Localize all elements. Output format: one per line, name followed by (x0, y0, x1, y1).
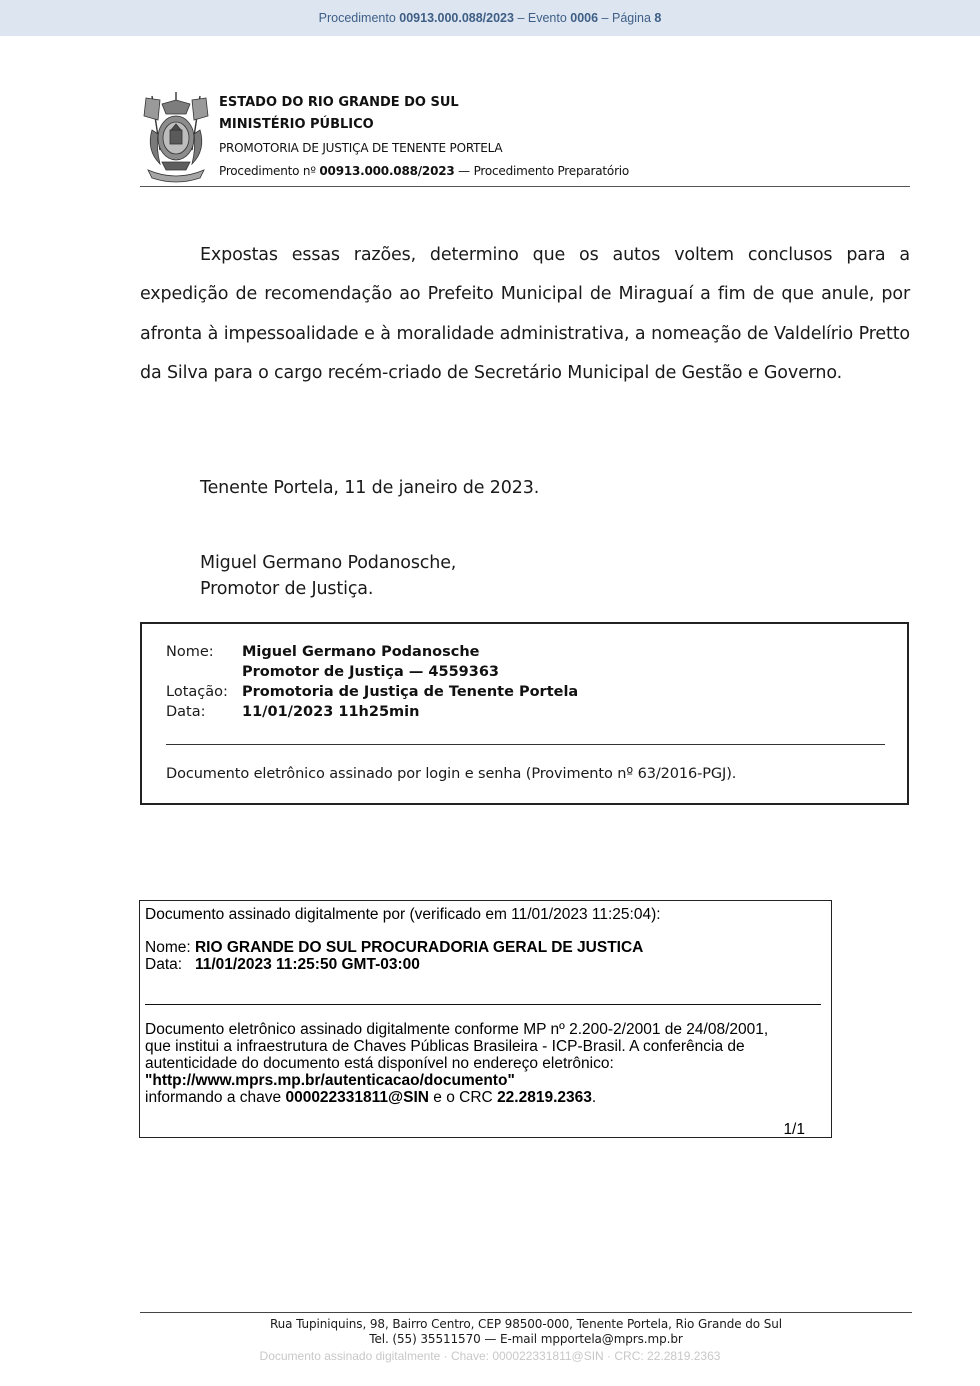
banner-sep-pagina: – Página (598, 11, 655, 25)
name-label: Nome: (166, 644, 214, 660)
procedure-prefix: Procedimento nº (219, 164, 320, 178)
letterhead-ministry: MINISTÉRIO PÚBLICO (219, 117, 374, 132)
date-value: 11/01/2023 11h25min (242, 704, 420, 720)
verification-key-line (145, 1089, 596, 1106)
name-value: Miguel Germano Podanosche (242, 644, 480, 660)
footer-divider (140, 1312, 912, 1313)
signature-page-count: 1/1 (783, 1121, 805, 1138)
digital-date-row (145, 956, 420, 973)
signer-name: Miguel Germano Podanosche, (200, 553, 457, 573)
digital-signature-heading: Documento assinado digitalmente por (verificado em 11/01/2023 11:25:04): (145, 906, 661, 923)
banner-sep-evento: – Evento (513, 11, 571, 25)
key-prefix: informando a chave (145, 1089, 286, 1106)
lotacao-label: Lotação: (166, 684, 228, 700)
letterhead (219, 93, 629, 183)
state-coat-of-arms-icon (140, 90, 212, 186)
crc-prefix: e o CRC (429, 1089, 498, 1106)
banner-procedimento-number: 00913.000.088/2023 (399, 11, 514, 25)
signer-title: Promotor de Justiça. (200, 579, 374, 599)
signature-block (200, 550, 456, 602)
lotacao-value: Promotoria de Justiça de Tenente Portela (242, 684, 579, 700)
role-value: Promotor de Justiça — 4559363 (242, 664, 500, 680)
procedure-type: — Procedimento Preparatório (454, 164, 630, 178)
crc-code: 22.2819.2363 (497, 1089, 592, 1106)
letterhead-procedure (219, 160, 629, 183)
place-and-date: Tenente Portela, 11 de janeiro de 2023. (200, 478, 540, 498)
letterhead-state: ESTADO DO RIO GRANDE DO SUL (219, 95, 459, 110)
date-label: Data: (166, 704, 206, 720)
decision-paragraph: Expostas essas razões, determino que os autos voltem conclusos para a expedição de recomendação ao Prefeito Municipal de Miraguaí a fim de que anule, por afronta à impessoalidade e à moralidade administrativa, a nomeação de Valdelírio Pretto da Silva para o cargo recém-criado de Secretário Municipal de Gestão e Governo. (140, 245, 910, 383)
digital-text-line-1: Documento eletrônico assinado digitalmente conforme MP nº 2.200-2/2001 de 24/08/2001, (145, 1021, 769, 1038)
authentication-url-text: "http://www.mprs.mp.br/autenticacao/documento" (145, 1072, 515, 1089)
authentication-url (145, 1072, 515, 1089)
login-signature-note: Documento eletrônico assinado por login e senha (Provimento nº 63/2016-PGJ). (166, 766, 737, 782)
footer-contact: Tel. (55) 35511570 — E-mail mpportela@mprs.mp.br (369, 1332, 683, 1346)
digital-name-label: Nome: (145, 939, 195, 956)
crc-suffix: . (591, 1089, 597, 1106)
signature-box-divider (166, 744, 885, 745)
electronic-signature-box (140, 622, 909, 805)
verification-key: 000022331811@SIN (285, 1089, 429, 1106)
digital-date-label: Data: (145, 956, 195, 973)
letterhead-office: PROMOTORIA DE JUSTIÇA DE TENENTE PORTELA (219, 141, 503, 155)
document-event-banner (0, 0, 980, 36)
footer-watermark: Documento assinado digitalmente · Chave: 000022331811@SIN · CRC: 22.2819.2363 (259, 1349, 721, 1363)
footer-address: Rua Tupiniquins, 98, Bairro Centro, CEP 98500-000, Tenente Portela, Rio Grande do Sul (269, 1317, 783, 1331)
banner-prefix: Procedimento (318, 11, 400, 25)
digital-signer-row (145, 939, 643, 956)
digital-text-line-2: que institui a infraestrutura de Chaves Públicas Brasileira - ICP-Brasil. A conferência de (145, 1038, 745, 1055)
digital-text-line-3: autenticidade do documento está disponível no endereço eletrônico: (145, 1055, 614, 1072)
footer-address-block (140, 1317, 912, 1347)
banner-page-number: 8 (654, 11, 662, 25)
letterhead-divider (140, 186, 910, 187)
procedure-number: 00913.000.088/2023 (319, 164, 455, 178)
digital-name-value: RIO GRANDE DO SUL PROCURADORIA GERAL DE JUSTICA (194, 939, 644, 956)
digital-date-value: 11/01/2023 11:25:50 GMT-03:00 (194, 956, 420, 973)
banner-evento-number: 0006 (570, 11, 599, 25)
digital-box-divider (145, 1004, 821, 1005)
digital-signature-box (139, 900, 832, 1138)
